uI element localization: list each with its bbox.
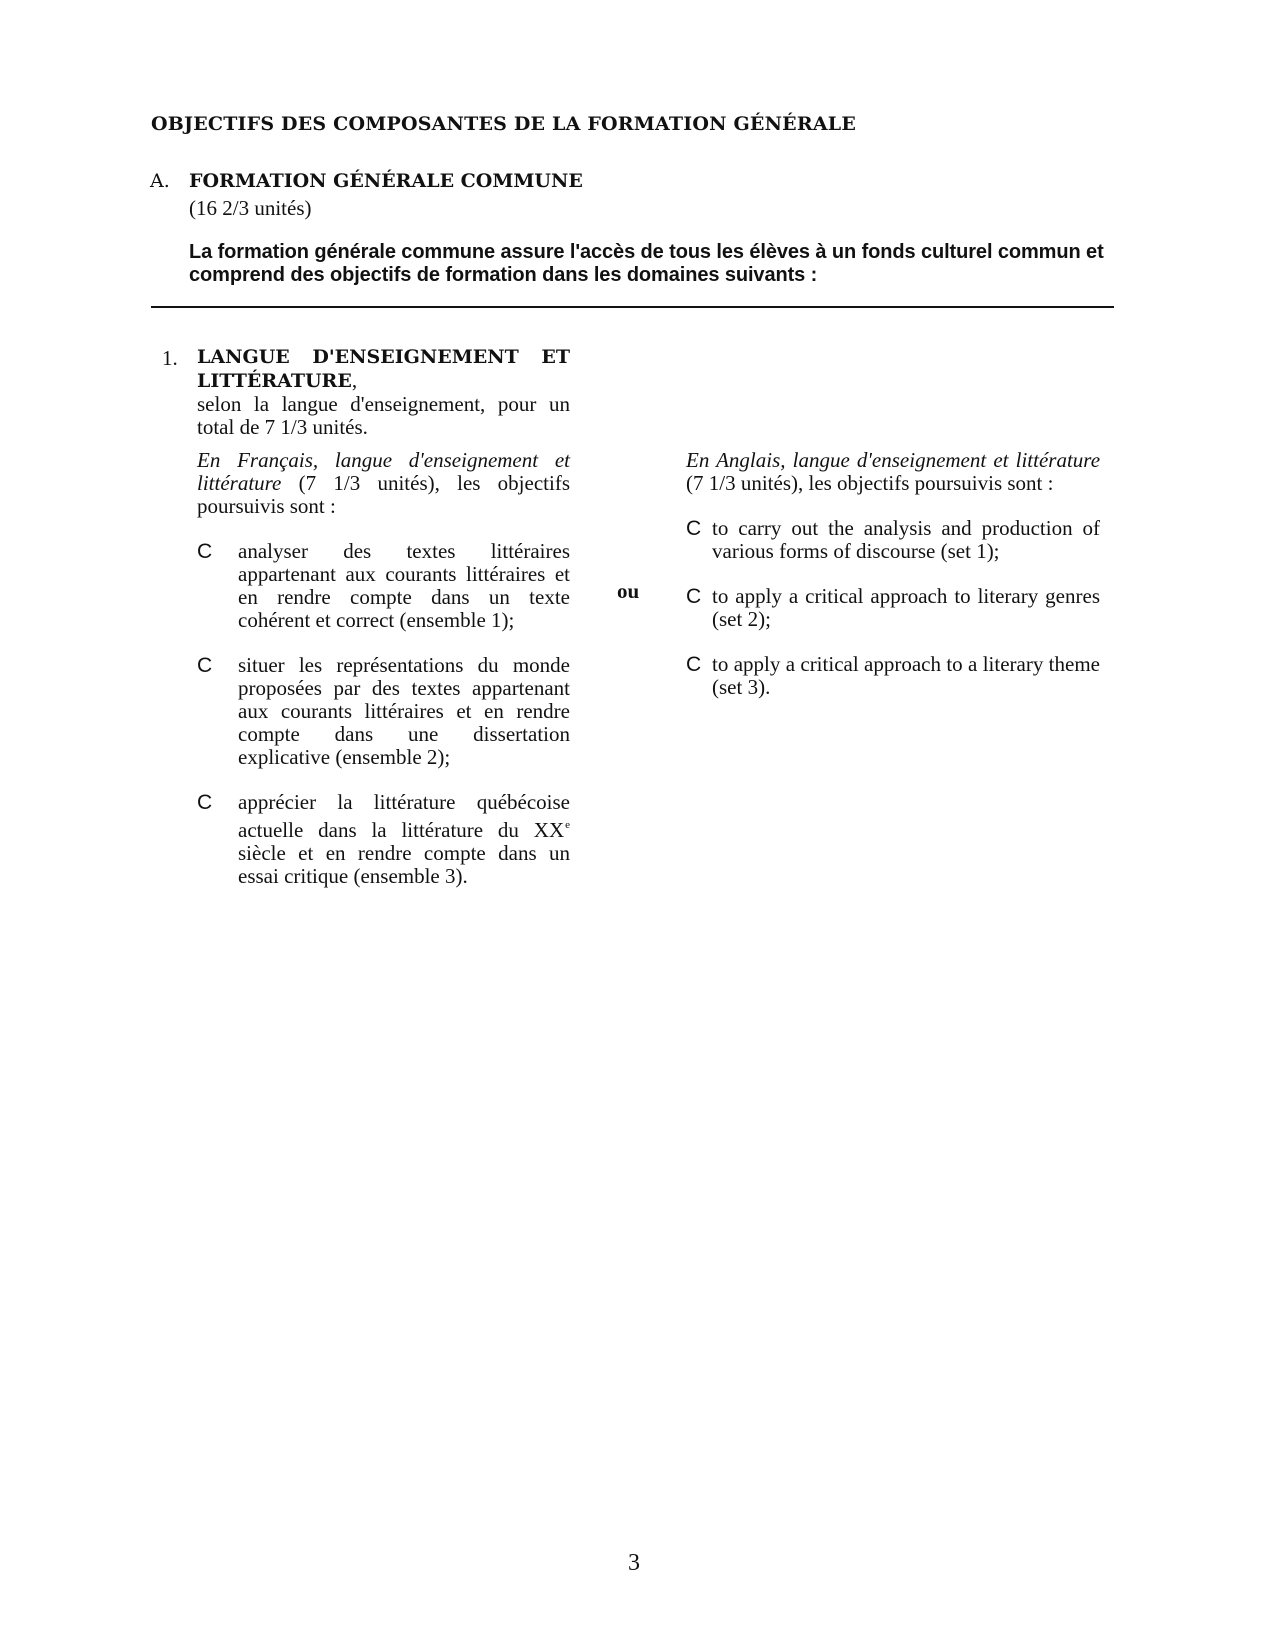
- english-column: [686, 449, 1100, 721]
- bullet-icon: C: [686, 585, 702, 608]
- french-objective-1: analyser des textes littéraires appartenant aux courants littéraires et en rendre compte dans un texte cohérent et correct (ensemble 1);: [238, 539, 570, 632]
- page-title: OBJECTIFS DES COMPOSANTES DE LA FORMATION GÉNÉRALE: [151, 113, 857, 135]
- section-title: FORMATION GÉNÉRALE COMMUNE: [189, 170, 583, 192]
- or-separator: ou: [617, 579, 640, 603]
- english-objective-2: to apply a critical approach to literary genres (set 2);: [712, 584, 1100, 631]
- french-lead: [197, 449, 570, 518]
- english-lead-prefix: En: [686, 448, 717, 472]
- bullet-icon: C: [686, 517, 702, 540]
- item-title-line1: LANGUE D'ENSEIGNEMENT ET: [197, 346, 570, 368]
- section-letter: A.: [150, 170, 170, 192]
- english-objectives-list: [686, 517, 1100, 699]
- list-item: [686, 585, 1100, 631]
- page-number: 3: [628, 1550, 640, 1576]
- list-item: [197, 654, 570, 769]
- english-objective-3: to apply a critical approach to a literary theme (set 3).: [712, 652, 1100, 699]
- list-item: [686, 653, 1100, 699]
- french-objective-3: [238, 790, 570, 888]
- item-title-line2: LITTÉRATURE: [197, 370, 352, 392]
- english-lead-italic: Anglais, langue d'enseignement et littérature: [716, 448, 1101, 472]
- horizontal-rule: [151, 306, 1114, 308]
- french-lead-prefix: En: [197, 448, 238, 472]
- list-item: [197, 791, 570, 888]
- list-item: [197, 540, 570, 632]
- item-description: selon la langue d'enseignement, pour un total de 7 1/3 unités.: [197, 392, 570, 439]
- section-intro: La formation générale commune assure l'accès de tous les élèves à un fonds culturel commun et comprend des objectifs de formation dans les domaines suivants :: [189, 241, 1104, 286]
- english-objective-1: to carry out the analysis and production of various forms of discourse (set 1);: [712, 516, 1100, 563]
- bullet-icon: C: [197, 540, 213, 563]
- french-objective-3-end: siècle et en rendre compte dans un essai critique (ensemble 3).: [238, 841, 570, 888]
- french-objectives-list: [197, 540, 570, 888]
- french-objective-3-start: apprécier la littérature québécoise actuelle dans la littérature du XX: [238, 790, 570, 842]
- item-number: 1.: [162, 346, 178, 370]
- french-lead-italic: Français, langue d'enseignement et littérature: [197, 448, 570, 495]
- item-title-comma: ,: [351, 368, 358, 392]
- french-column: [197, 449, 570, 910]
- french-objective-2: situer les représentations du monde proposées par des textes appartenant aux courants littéraires et en rendre compte dans une dissertation explicative (ensemble 2);: [238, 653, 570, 769]
- bullet-icon: C: [197, 654, 213, 677]
- bullet-icon: C: [686, 653, 702, 676]
- english-lead-suffix: (7 1/3 unités), les objectifs poursuivis sont :: [686, 471, 1054, 495]
- english-lead: [686, 449, 1100, 495]
- item-heading: [197, 346, 570, 439]
- french-lead-suffix: (7 1/3 unités), les objectifs poursuivis sont :: [197, 471, 570, 518]
- section-units: (16 2/3 unités): [189, 196, 312, 220]
- ordinal-superscript: e: [565, 819, 570, 831]
- list-item: [686, 517, 1100, 563]
- bullet-icon: C: [197, 791, 213, 814]
